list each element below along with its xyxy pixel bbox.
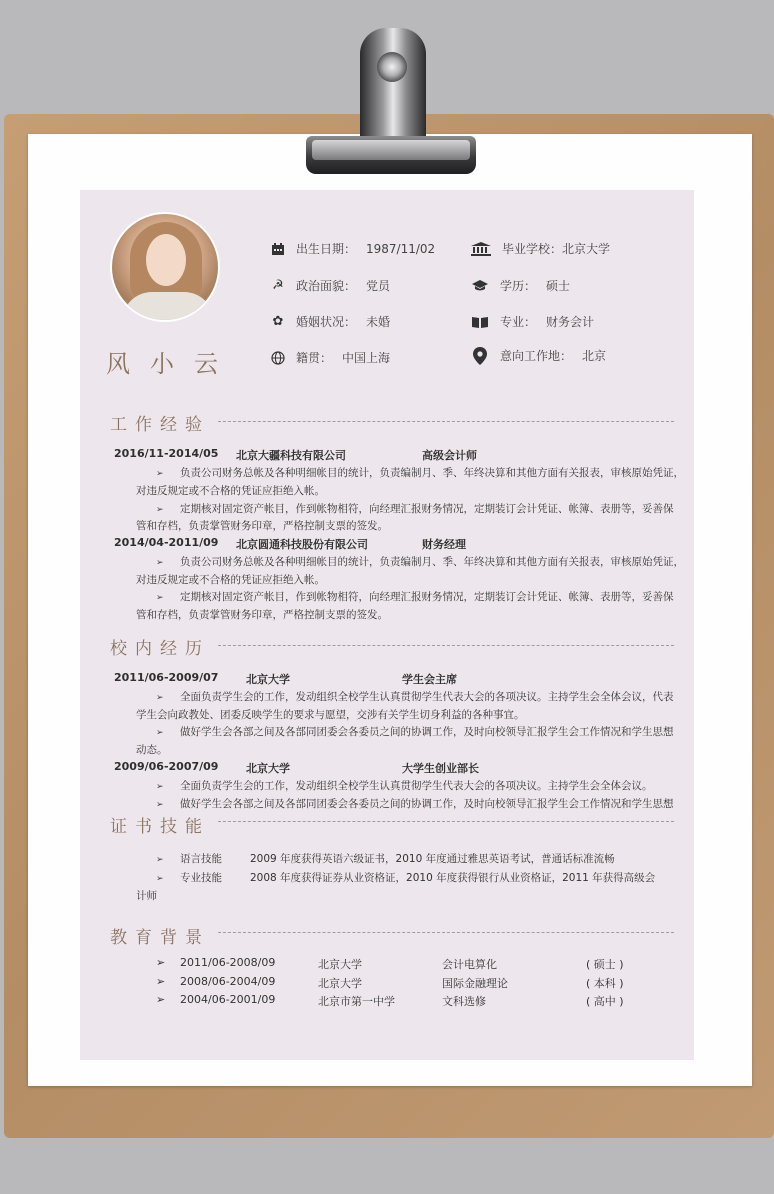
- list-item-continued: 动态。: [136, 744, 168, 756]
- edu-arrow: ➢: [156, 956, 166, 969]
- list-item-continued: 对违反规定或不合格的凭证应拒绝入帐。: [136, 574, 325, 586]
- edu-major: 会计电算化: [442, 958, 497, 971]
- skill-item: ➢ 专业技能 2008 年度获得证券从业资格证，2010 年度获得银行从业资格证，2011 年获得高级会: [156, 872, 656, 884]
- campus-role: 大学生创业部长: [402, 762, 479, 775]
- globe-icon: [270, 350, 286, 366]
- edu-period: 2011/06-2008/09: [180, 956, 276, 969]
- skill-item-continued: 计师: [136, 890, 157, 902]
- info-school: 毕业学校： 北京大学: [470, 240, 610, 257]
- list-item: ➢ 全面负责学生会的工作，发动组织全校学生认真贯彻学生代表大会的各项决议。主持学生会全体会议。: [156, 780, 653, 792]
- edu-period: 2004/06-2001/09: [180, 993, 276, 1006]
- info-politics: ☭ 政治面貌： 党员: [270, 277, 390, 294]
- section-title-campus: 校内经历: [110, 639, 210, 659]
- info-location: 意向工作地： 北京: [470, 347, 606, 364]
- edu-school: 北京大学: [318, 958, 362, 971]
- job-company: 北京大疆科技有限公司: [236, 449, 346, 462]
- edu-school: 北京大学: [318, 977, 362, 990]
- section-divider: [218, 821, 674, 822]
- edu-arrow: ➢: [156, 993, 166, 1006]
- clip-arm: [360, 28, 426, 146]
- edu-school: 北京市第一中学: [318, 995, 395, 1008]
- list-item-continued: 对违反规定或不合格的凭证应拒绝入帐。: [136, 485, 325, 497]
- edu-major: 国际金融理论: [442, 977, 508, 990]
- list-item: ➢ 负责公司财务总帐及各种明细帐目的统计，负责编制月、季、年终决算和其他方面有关报表，审核原始凭证，: [156, 467, 684, 479]
- section-title-education: 教育背景: [110, 928, 210, 948]
- avatar: [110, 212, 220, 322]
- campus-org: 北京大学: [246, 762, 290, 775]
- info-hometown: 籍贯： 中国上海: [270, 349, 390, 366]
- section-title-work: 工作经验: [110, 415, 210, 435]
- section-divider: [218, 645, 674, 646]
- list-item: ➢ 定期核对固定资产帐目，作到帐物相符，向经理汇报财务情况，定期装订会计凭证、帐簿、表册等，妥善保: [156, 503, 674, 515]
- job-role: 财务经理: [422, 538, 466, 551]
- campus-period: 2011/06-2009/07: [114, 671, 219, 684]
- section-divider: [218, 932, 674, 933]
- clip-hole: [377, 52, 407, 82]
- list-item: ➢ 做好学生会各部之间及各部同团委会各委员之间的协调工作，及时向校领导汇报学生会工作情况和学生思想: [156, 798, 674, 810]
- location-pin-icon: [470, 348, 490, 364]
- calendar-icon: [270, 241, 286, 257]
- skill-item: ➢ 语言技能 2009 年度获得英语六级证书，2010 年度通过雅思英语考试，普通话标准流畅: [156, 853, 615, 865]
- list-item-continued: 学生会向政教处、团委反映学生的要求与愿望，交涉有关学生切身利益的各种事宜。: [136, 709, 525, 721]
- section-title-skills: 证书技能: [110, 817, 210, 837]
- edu-degree: ( 硕士 ): [586, 958, 624, 971]
- info-major: 专业： 财务会计: [470, 313, 594, 330]
- list-item-continued: 管和存档，负责掌管财务印章，严格控制支票的签发。: [136, 520, 388, 532]
- flower-icon: ✿: [272, 314, 284, 329]
- job-period: 2016/11-2014/05: [114, 447, 219, 460]
- book-icon: [470, 314, 490, 330]
- info-birth: 出生日期： 1987/11/02: [270, 240, 435, 257]
- list-item: ➢ 做好学生会各部之间及各部同团委会各委员之间的协调工作，及时向校领导汇报学生会工作情况和学生思想: [156, 726, 674, 738]
- campus-org: 北京大学: [246, 673, 290, 686]
- info-degree: 学历： 硕士: [470, 277, 570, 294]
- list-item: ➢ 定期核对固定资产帐目，作到帐物相符，向经理汇报财务情况，定期装订会计凭证、帐簿、表册等，妥善保: [156, 591, 674, 603]
- edu-arrow: ➢: [156, 975, 166, 988]
- info-marital: ✿ 婚姻状况： 未婚: [270, 313, 390, 330]
- list-item: ➢ 负责公司财务总帐及各种明细帐目的统计，负责编制月、季、年终决算和其他方面有关报表，审核原始凭证，: [156, 556, 684, 568]
- graduation-cap-icon: [470, 278, 490, 294]
- edu-period: 2008/06-2004/09: [180, 975, 276, 988]
- campus-period: 2009/06-2007/09: [114, 760, 219, 773]
- job-role: 高级会计师: [422, 449, 477, 462]
- edu-major: 文科选修: [442, 995, 486, 1008]
- edu-degree: ( 本科 ): [586, 977, 624, 990]
- person-name: 风小云: [106, 350, 238, 378]
- list-item: ➢ 全面负责学生会的工作，发动组织全校学生认真贯彻学生代表大会的各项决议。主持学生会全体会议，代表: [156, 691, 674, 703]
- list-item-continued: 管和存档，负责掌管财务印章，严格控制支票的签发。: [136, 609, 388, 621]
- job-company: 北京圆通科技股份有限公司: [236, 538, 368, 551]
- institution-icon: [470, 241, 492, 257]
- clip-plate: [312, 140, 470, 160]
- campus-role: 学生会主席: [402, 673, 457, 686]
- section-divider: [218, 421, 674, 422]
- hammer-sickle-icon: ☭: [272, 278, 284, 293]
- edu-degree: ( 高中 ): [586, 995, 624, 1008]
- job-period: 2014/04-2011/09: [114, 536, 219, 549]
